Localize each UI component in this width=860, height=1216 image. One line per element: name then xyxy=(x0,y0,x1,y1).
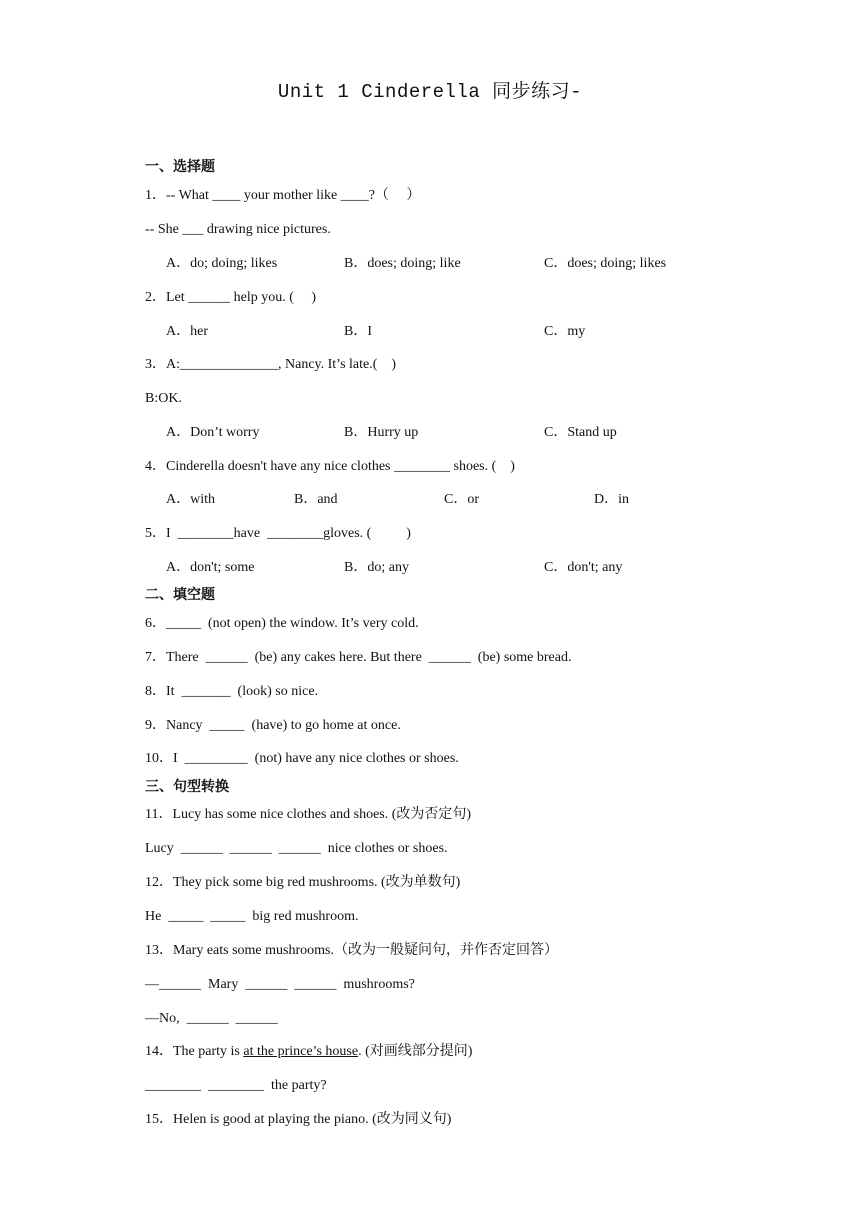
question-1-line-1: 1．-- What ____ your mother like ____?（ ） xyxy=(145,188,421,203)
question-3-line-1: 3．A:______________, Nancy. It’s late.( ) xyxy=(145,357,397,372)
question-8: 8．It _______ (look) so nice. xyxy=(145,684,319,699)
question-9: 9．Nancy _____ (have) to go home at once. xyxy=(145,718,401,733)
question-3-line-2: B:OK. xyxy=(145,391,182,406)
question-7: 7．There ______ (be) any cakes here. But there ______ (be) some bread. xyxy=(145,650,572,665)
q5-option-b: B．do; any xyxy=(344,560,409,575)
question-11-line-1: 11．Lucy has some nice clothes and shoes. (改为否定句) xyxy=(145,807,472,822)
q2-option-c: C．my xyxy=(544,324,586,339)
q2-option-a: A．her xyxy=(166,324,208,339)
q4-option-d: D．in xyxy=(594,492,629,507)
question-2-line-1: 2．Let ______ help you. ( ) xyxy=(145,290,317,305)
section-heading-choice: 一、选择题 xyxy=(145,159,215,175)
q3-option-c: C．Stand up xyxy=(544,425,617,440)
page-title: Unit 1 Cinderella 同步练习- xyxy=(277,81,583,103)
question-15-line-1: 15．Helen is good at playing the piano. (改为同义句) xyxy=(145,1112,452,1127)
q14-suffix: . (对画线部分提问) xyxy=(358,1044,473,1059)
question-5-line-1: 5．I ________have ________gloves. ( ) xyxy=(145,526,411,541)
q2-option-b: B．I xyxy=(344,324,372,339)
q4-option-a: A．with xyxy=(166,492,215,507)
question-10: 10．I _________ (not) have any nice clothes or shoes. xyxy=(145,751,459,766)
question-14-line-2: ________ ________ the party? xyxy=(145,1078,327,1093)
q4-option-b: B．and xyxy=(294,492,338,507)
question-12-line-1: 12．They pick some big red mushrooms. (改为单数句) xyxy=(145,875,461,890)
section-heading-sentence-transform: 三、句型转换 xyxy=(145,779,229,795)
question-13-line-1: 13．Mary eats some mushrooms.（改为一般疑问句，并作否定回答） xyxy=(145,943,558,958)
question-1-line-2: -- She ___ drawing nice pictures. xyxy=(145,222,331,237)
q3-option-b: B．Hurry up xyxy=(344,425,419,440)
question-13-line-2: —______ Mary ______ ______ mushrooms? xyxy=(145,977,415,992)
question-12-line-2: He _____ _____ big red mushroom. xyxy=(145,909,359,924)
question-13-line-3: —No, ______ ______ xyxy=(145,1011,278,1026)
q1-option-a: A．do; doing; likes xyxy=(166,256,278,271)
q1-option-b: B．does; doing; like xyxy=(344,256,461,271)
q1-option-c: C．does; doing; likes xyxy=(544,256,667,271)
question-4-line-1: 4．Cinderella doesn't have any nice clothes ________ shoes. ( ) xyxy=(145,459,515,474)
question-11-line-2: Lucy ______ ______ ______ nice clothes or shoes. xyxy=(145,841,448,856)
question-14-line-1 xyxy=(145,1043,472,1061)
question-6: 6．_____ (not open) the window. It’s very cold. xyxy=(145,616,419,631)
q5-option-c: C．don't; any xyxy=(544,560,623,575)
q14-underlined-phrase: at the prince’s house xyxy=(243,1044,359,1059)
q14-prefix: 14．The party is xyxy=(145,1044,244,1059)
q5-option-a: A．don't; some xyxy=(166,560,255,575)
q4-option-c: C．or xyxy=(444,492,479,507)
section-heading-fill-blank: 二、填空题 xyxy=(145,587,215,603)
q3-option-a: A．Don’t worry xyxy=(166,425,260,440)
